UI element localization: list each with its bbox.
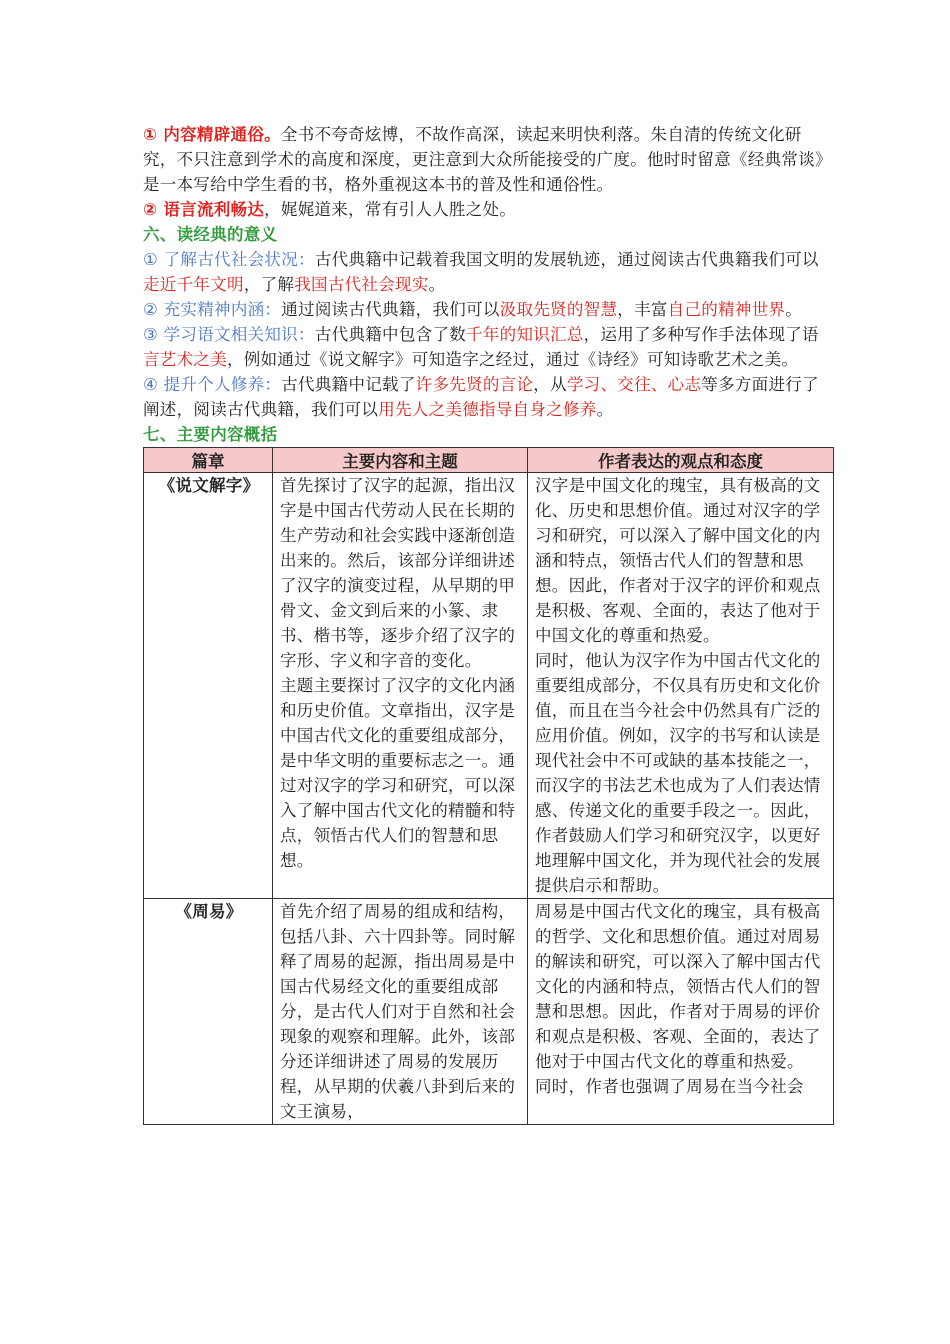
- meaning-text: 。: [428, 275, 446, 294]
- meaning-text: ，了解: [243, 275, 295, 294]
- meaning-item-4: [143, 372, 833, 422]
- highlight-text: 学习、交往、心志: [566, 375, 702, 394]
- header-content: 主要内容和主题: [273, 448, 528, 473]
- highlight-text: 我国古代社会现实: [294, 275, 429, 294]
- highlight-text: 千年的知识汇总: [466, 325, 584, 344]
- meaning-text: 古代典籍中记载了: [281, 375, 416, 394]
- meaning-text: ，从: [533, 375, 567, 394]
- meaning-text: 古代典籍中包含了数: [314, 325, 467, 344]
- feature-text: 全书不夸奇炫博，不故作高深，读起来明快利落。朱自清的传统文化研究，不只注意到学术的高度和深度，更注意到大众所能接受的广度。他时时留意《经典常谈》是一本写给中学生看的书，格外重视这本书的普及性和通俗性。: [143, 125, 832, 194]
- header-chapter: 篇章: [144, 448, 273, 473]
- highlight-text: 自己的精神世界: [667, 300, 786, 319]
- highlight-text: 许多先贤的言论: [415, 375, 534, 394]
- view-cell: 汉字是中国文化的瑰宝，具有极高的文化、历史和思想价值。通过对汉字的学习和研究，可以深入了解中国文化的内涵和特点，领悟古代人们的智慧和思想。因此，作者对于汉字的评价和观点是积极、客观、全面的，表达了他对于中国文化的尊重和热爱。 同时，他认为汉字作为中国古代文化的重要组成部分，不仅具有历史和文化价值，而且在当今社会中仍然具有广泛的应用价值。例如，汉字的书写和认读是现代社会中不可或缺的基本技能之一，而汉字的书法艺术也成为了人们表达情感、传递文化的重要手段之一。因此，作者鼓励人们学习和研究汉字，以更好地理解中国文化，并为现代社会的发展提供启示和帮助。: [528, 473, 834, 899]
- meaning-text: ，运用了多种写作手法体现了语: [583, 325, 819, 344]
- view-cell: 周易是中国古代文化的瑰宝，具有极高的哲学、文化和思想价值。通过对周易的解读和研究，可以深入了解中国古代文化的内涵和特点，领悟古代人们的智慧和思想。因此，作者对于周易的评价和观点是积极、客观、全面的，表达了他对于中国古代文化的尊重和热爱。 同时，作者也强调了周易在当今社会: [528, 899, 834, 1125]
- table-row: [144, 899, 834, 1125]
- feature-item-1: [143, 122, 833, 197]
- meaning-label: ② 充实精神内涵：: [143, 300, 282, 319]
- chapter-cell: 《说文解字》: [144, 473, 273, 899]
- section-heading-6: 六、读经典的意义: [143, 225, 278, 244]
- highlight-text: 走近千年文明: [143, 275, 244, 294]
- meaning-label: ③ 学习语文相关知识：: [143, 325, 315, 344]
- meaning-text: 。: [785, 300, 803, 319]
- summary-table: [143, 447, 834, 1125]
- content-cell: 首先探讨了汉字的起源，指出汉字是中国古代劳动人民在长期的生产劳动和社会实践中逐渐创造出来的。然后，该部分详细讲述了汉字的演变过程，从早期的甲骨文、金文到后来的小篆、隶书、楷书等，逐步介绍了汉字的字形、字义和字音的变化。 主题主要探讨了汉字的文化内涵和历史价值。文章指出，汉字是中国古代文化的重要组成部分，是中华文明的重要标志之一。通过对汉字的学习和研究，可以深入了解中国古代文化的精髓和特点，领悟古代人们的智慧和思想。: [273, 473, 528, 899]
- page-content: [143, 122, 833, 1125]
- highlight-text: 汲取先贤的智慧: [499, 300, 618, 319]
- feature-item-2: [143, 197, 833, 222]
- meaning-text: ，丰富: [617, 300, 668, 319]
- feature-text: ，娓娓道来，常有引人人胜之处。: [264, 200, 517, 219]
- content-cell: 首先介绍了周易的组成和结构，包括八卦、六十四卦等。同时解释了周易的起源，指出周易是中国古代易经文化的重要组成部分，是古代人们对于自然和社会现象的观察和理解。此外，该部分还详细讲述了周易的发展历程，从早期的伏羲八卦到后来的文王演易，: [273, 899, 528, 1125]
- meaning-text: 古代典籍中记载着我国文明的发展轨迹，通过阅读古代典籍我们可以: [314, 250, 819, 269]
- feature-label: ① 内容精辟通俗。: [143, 125, 281, 144]
- feature-label: ② 语言流利畅达: [143, 200, 265, 219]
- meaning-text: ，例如通过《说文解字》可知造字之经过，通过《诗经》可知诗歌艺术之美。: [227, 350, 799, 369]
- section-heading-7: 七、主要内容概括: [143, 425, 278, 444]
- meaning-item-2: [143, 297, 833, 322]
- meaning-text: 等多方面进行了阐述，阅读古代典籍，我们可以: [143, 375, 819, 419]
- meaning-item-1: [143, 247, 833, 297]
- table-header-row: [144, 448, 834, 473]
- meaning-item-3: [143, 322, 833, 372]
- meaning-text: 通过阅读古代典籍，我们可以: [281, 300, 500, 319]
- table-row: [144, 473, 834, 899]
- header-view: 作者表达的观点和态度: [528, 448, 834, 473]
- meaning-label: ① 了解古代社会状况：: [143, 250, 315, 269]
- meaning-text: 。: [596, 400, 614, 419]
- meaning-label: ④ 提升个人修养：: [143, 375, 282, 394]
- highlight-text: 用先人之美德指导自身之修养: [378, 400, 597, 419]
- highlight-text: 言艺术之美: [143, 350, 227, 369]
- chapter-cell: 《周易》: [144, 899, 273, 1125]
